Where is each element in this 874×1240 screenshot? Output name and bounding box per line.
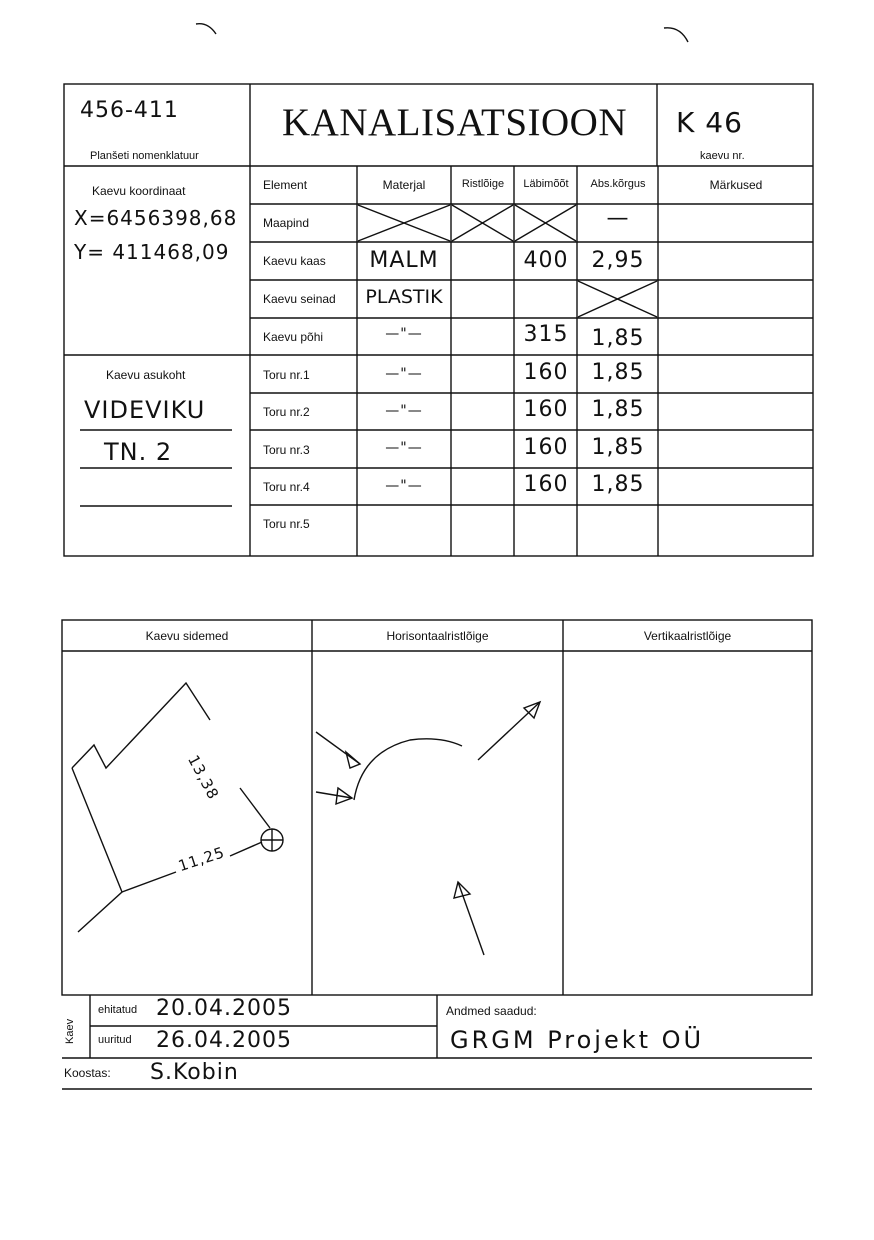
source-value: GRGM Projekt OÜ	[450, 1026, 705, 1054]
row-element-bottom: Kaevu põhi	[263, 330, 324, 344]
row-element-walls: Kaevu seinad	[263, 292, 336, 306]
row-element-pipe-4: Toru nr.4	[263, 480, 310, 494]
row-element-pipe-5: Toru nr.5	[263, 517, 310, 531]
row-elevation-pipe-4: 1,85	[591, 472, 645, 497]
footer-side-label: Kaev	[64, 1018, 76, 1044]
location-label: Kaevu asukoht	[106, 368, 186, 382]
surveyed-date: 26.04.2005	[156, 1028, 292, 1053]
page-title: KANALISATSIOON	[282, 101, 627, 144]
row-diameter-pipe-1: 160	[523, 360, 569, 385]
row-elevation-pipe-3: 1,85	[591, 435, 645, 460]
column-header-elevation: Abs.kõrgus	[590, 178, 646, 190]
row-material-pipe-1: —"—	[385, 366, 423, 382]
row-diameter-pipe-3: 160	[523, 435, 569, 460]
column-header-material: Materjal	[382, 178, 426, 192]
row-material-cover: MALM	[369, 248, 439, 273]
tie-distance-2: 11,25	[176, 843, 228, 876]
column-header-section: Ristlõige	[461, 178, 505, 190]
built-label: ehitatud	[98, 1004, 138, 1016]
row-material-pipe-4: —"—	[385, 478, 423, 494]
row-element-pipe-1: Toru nr.1	[263, 368, 310, 382]
ties-panel-label: Kaevu sidemed	[145, 629, 229, 643]
well-id: K 46	[676, 106, 743, 139]
location-line-1: VIDEVIKU	[84, 396, 206, 424]
sheet-number-label: Planšeti nomenklatuur	[90, 150, 199, 162]
row-elevation-pipe-2: 1,85	[591, 397, 645, 422]
row-diameter-bottom: 315	[523, 322, 569, 347]
row-elevation-ground: —	[606, 206, 630, 231]
row-element-cover: Kaevu kaas	[263, 254, 326, 268]
row-diameter-cover: 400	[523, 248, 569, 273]
author-label: Koostas:	[64, 1066, 111, 1080]
well-id-label: kaevu nr.	[700, 150, 745, 162]
row-diameter-pipe-4: 160	[523, 472, 569, 497]
vertical-section-label: Vertikaalristlõige	[643, 629, 732, 643]
row-diameter-pipe-2: 160	[523, 397, 569, 422]
sheet-number: 456-411	[80, 98, 179, 123]
row-material-walls: PLASTIK	[365, 286, 443, 308]
coordinate-y: Y= 411468,09	[74, 240, 230, 264]
row-element-pipe-2: Toru nr.2	[263, 405, 310, 419]
row-element-pipe-3: Toru nr.3	[263, 443, 310, 457]
author-value: S.Kobin	[150, 1060, 239, 1085]
source-label: Andmed saadud:	[446, 1004, 537, 1018]
column-header-notes: Märkused	[709, 178, 763, 192]
row-elevation-pipe-1: 1,85	[591, 360, 645, 385]
column-header-diameter: Läbimõõt	[523, 178, 569, 190]
coordinates-label: Kaevu koordinaat	[92, 184, 186, 198]
row-elevation-cover: 2,95	[591, 248, 645, 273]
coordinate-x: X=6456398,68	[74, 206, 238, 230]
surveyed-label: uuritud	[98, 1034, 132, 1046]
row-material-bottom: —"—	[385, 326, 423, 342]
horizontal-section-label: Horisontaalristlõige	[386, 629, 489, 643]
row-elevation-bottom: 1,85	[591, 326, 645, 351]
location-line-2: TN. 2	[104, 438, 173, 466]
row-material-pipe-2: —"—	[385, 403, 423, 419]
row-element-ground: Maapind	[263, 216, 310, 230]
row-material-pipe-3: —"—	[385, 440, 423, 456]
column-header-element: Element	[263, 178, 308, 192]
built-date: 20.04.2005	[156, 996, 292, 1021]
tie-distance-1: 13,38	[184, 752, 223, 803]
